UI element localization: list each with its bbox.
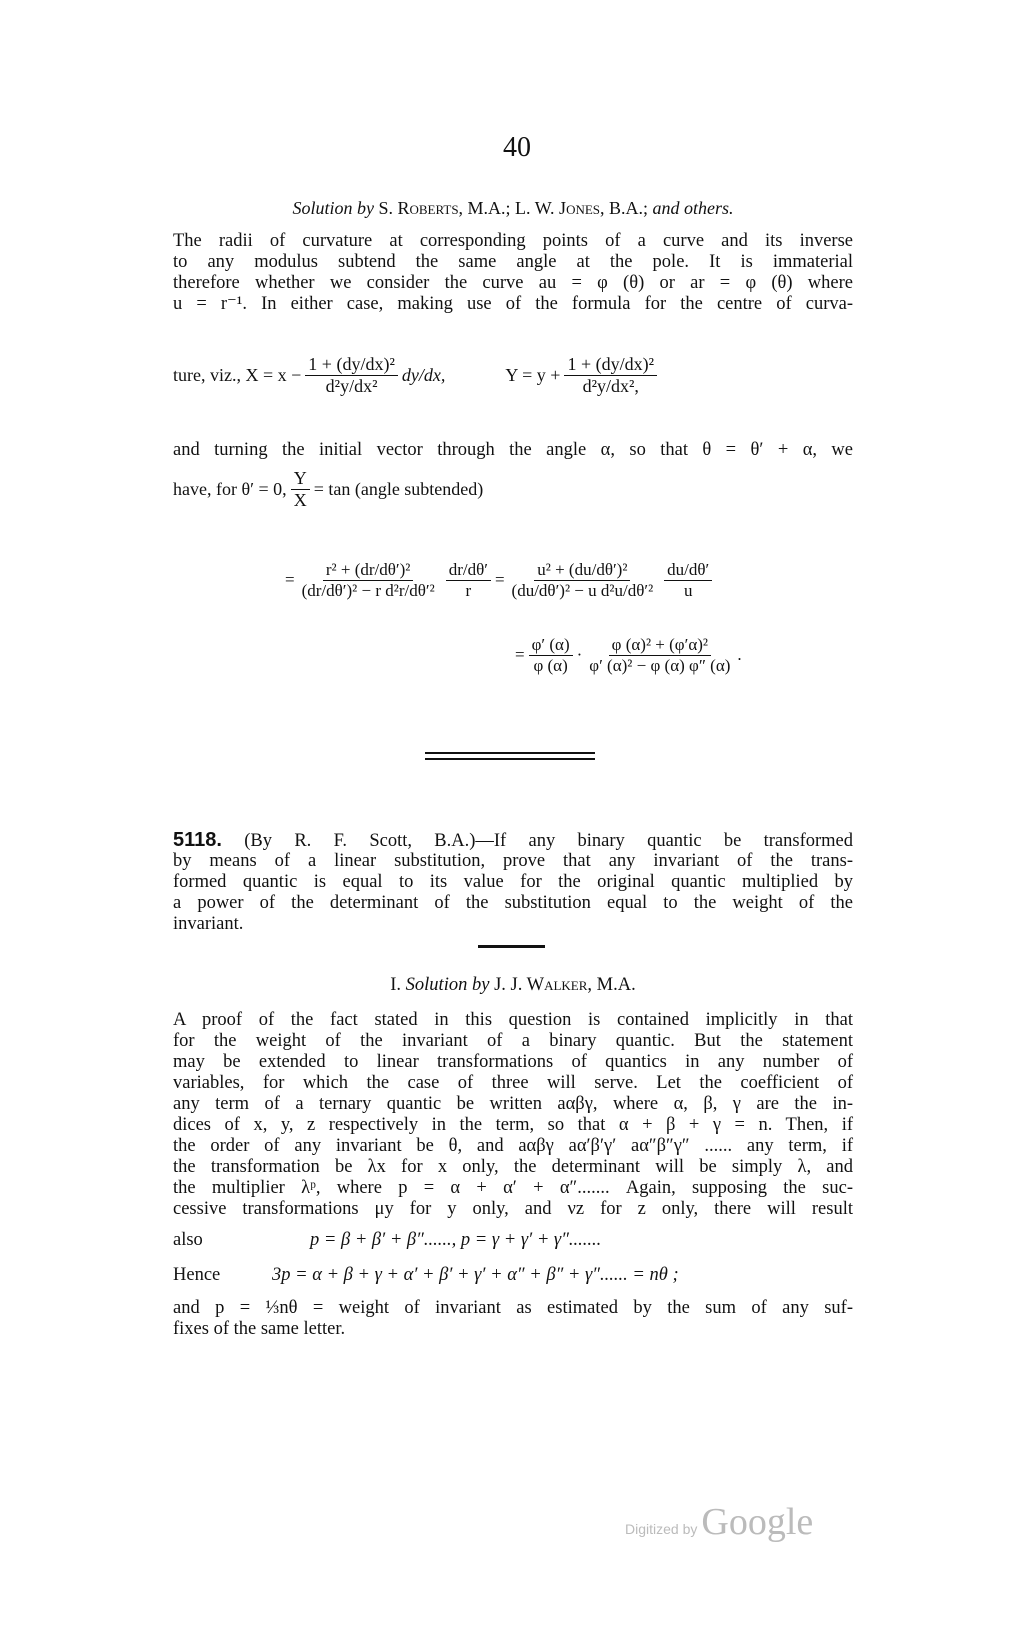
page-number: 40 xyxy=(503,132,531,163)
y-over-x xyxy=(291,468,310,511)
eq: = xyxy=(515,645,525,664)
y-den: d²y/dx², xyxy=(582,375,639,396)
den: φ (α) xyxy=(533,655,568,675)
question-number: 5118. xyxy=(173,829,222,851)
x-den: d²y/dx² xyxy=(325,375,378,396)
heading-authors: S. Roberts, M.A.; L. W. Jones, B.A.; xyxy=(378,198,649,218)
solution-heading xyxy=(173,975,853,996)
num: dr/dθ′ xyxy=(446,560,491,581)
text-line: cessive transformations μy for y only, and νz for z only, there will result xyxy=(173,1199,853,1219)
text-line: invariant. xyxy=(173,914,244,934)
text-line: and turning the initial vector through the angle α, so that θ = θ′ + α, we xyxy=(173,440,853,460)
num: Y xyxy=(291,468,310,490)
also-label: also xyxy=(173,1230,203,1250)
x-lhs: X = x − xyxy=(245,364,302,385)
text-line: to any modulus subtend the same angle at the pole. It is immaterial xyxy=(173,252,853,272)
x-mult: dy/dx, xyxy=(401,364,446,385)
fraction-r xyxy=(299,560,438,601)
den: (du/dθ′)² − u d²u/dθ′² xyxy=(511,580,654,600)
tan-lead: have, for θ′ = 0, xyxy=(173,479,287,499)
text-line: fixes of the same letter. xyxy=(173,1319,346,1339)
text-line: The radii of curvature at corresponding points of a curve and its inverse xyxy=(173,231,853,251)
fraction-phi2 xyxy=(586,635,733,676)
end: . xyxy=(737,645,742,664)
text-line: for the weight of the invariant of a binary quantic. But the statement xyxy=(173,1031,853,1051)
text-line: formed quantic is equal to its value for the original quantic multiplied by xyxy=(173,872,853,892)
heading-others: and others. xyxy=(652,198,734,218)
y-fraction xyxy=(564,354,657,397)
den: r xyxy=(465,580,472,600)
text-line: and p = ⅓nθ = weight of invariant as estimated by the sum of any suf- xyxy=(173,1298,853,1318)
tan-line xyxy=(173,468,483,511)
text-line: the transformation be λx for x only, the determinant will be simply λ, and xyxy=(173,1157,853,1177)
text-line: may be extended to linear transformations of quantics in any number of xyxy=(173,1052,853,1072)
eq: = xyxy=(494,570,505,589)
den: u xyxy=(683,580,693,600)
formula-lead: ture, viz., xyxy=(173,364,241,385)
hence-equation: 3p = α + β + γ + α′ + β′ + γ′ + α″ + β″ + γ″...... = nθ ; xyxy=(272,1265,679,1285)
text-line: the multiplier λᵖ, where p = α + α′ + α″....... Again, supposing the suc- xyxy=(173,1178,853,1198)
num: r² + (dr/dθ′)² xyxy=(323,560,414,581)
num: du/dθ′ xyxy=(664,560,712,581)
tan-rest: = tan (angle subtended) xyxy=(313,479,484,499)
den: φ′ (α)² − φ (α) φ″ (α) xyxy=(589,655,731,675)
watermark-prefix: Digitized by xyxy=(625,1521,698,1537)
x-fraction xyxy=(305,354,398,397)
curvature-formula xyxy=(173,330,661,420)
fraction-phi1 xyxy=(529,635,573,676)
google-watermark xyxy=(625,1500,813,1544)
text-line: by means of a linear substitution, prove that any invariant of the trans- xyxy=(173,851,853,871)
y-num: 1 + (dy/dx)² xyxy=(564,354,657,376)
double-rule-bottom xyxy=(425,758,595,760)
text: (By R. F. Scott, B.A.)—If any binary quantic be transformed xyxy=(244,831,853,851)
watermark-logo: Google xyxy=(701,1501,814,1543)
double-rule-top xyxy=(425,752,595,754)
also-equation: p = β + β′ + β″......, p = γ + γ′ + γ″....... xyxy=(310,1230,602,1250)
heading-author: J. J. Walker, M.A. xyxy=(494,975,636,995)
eq: = xyxy=(285,570,295,589)
text-line: a power of the determinant of the substitution equal to the weight of the xyxy=(173,893,853,913)
hence-label: Hence xyxy=(173,1265,221,1285)
text-line: variables, for which the case of three will serve. Let the coefficient of xyxy=(173,1073,853,1093)
den: (dr/dθ′)² − r d²r/dθ′² xyxy=(301,580,435,600)
question-line xyxy=(173,830,853,852)
heading-italic: Solution by xyxy=(292,198,374,218)
text-line: any term of a ternary quantic be written aαβγ, where α, β, γ are the in- xyxy=(173,1094,853,1114)
text-line: the order of any invariant be θ, and aαβγ aα′β′γ′ aα″β″γ″ ...... any term, if xyxy=(173,1136,853,1156)
y-lhs: Y = y + xyxy=(505,364,561,385)
fraction-u xyxy=(509,560,657,601)
text-line: dices of x, y, z respectively in the term, so that α + β + γ = n. Then, if xyxy=(173,1115,853,1135)
fraction-du xyxy=(664,560,712,601)
heading-italic: Solution by xyxy=(405,975,490,995)
den: X xyxy=(293,490,307,510)
phi-formula xyxy=(515,630,742,680)
solution-heading xyxy=(173,198,853,219)
num: u² + (du/dθ′)² xyxy=(534,560,630,581)
short-rule xyxy=(478,945,545,948)
heading-num: I. xyxy=(390,975,402,995)
text-line: u = r⁻¹. In either case, making use of the formula for the centre of curva- xyxy=(173,294,853,314)
x-num: 1 + (dy/dx)² xyxy=(305,354,398,376)
num: φ (α)² + (φ′α)² xyxy=(609,635,711,656)
text-line: therefore whether we consider the curve au = φ (θ) or ar = φ (θ) where xyxy=(173,273,853,293)
num: φ′ (α) xyxy=(529,635,573,656)
dot: · xyxy=(576,645,583,664)
angle-formula xyxy=(285,535,716,625)
fraction-dr xyxy=(446,560,491,601)
text-line: A proof of the fact stated in this question is contained implicitly in that xyxy=(173,1010,853,1030)
